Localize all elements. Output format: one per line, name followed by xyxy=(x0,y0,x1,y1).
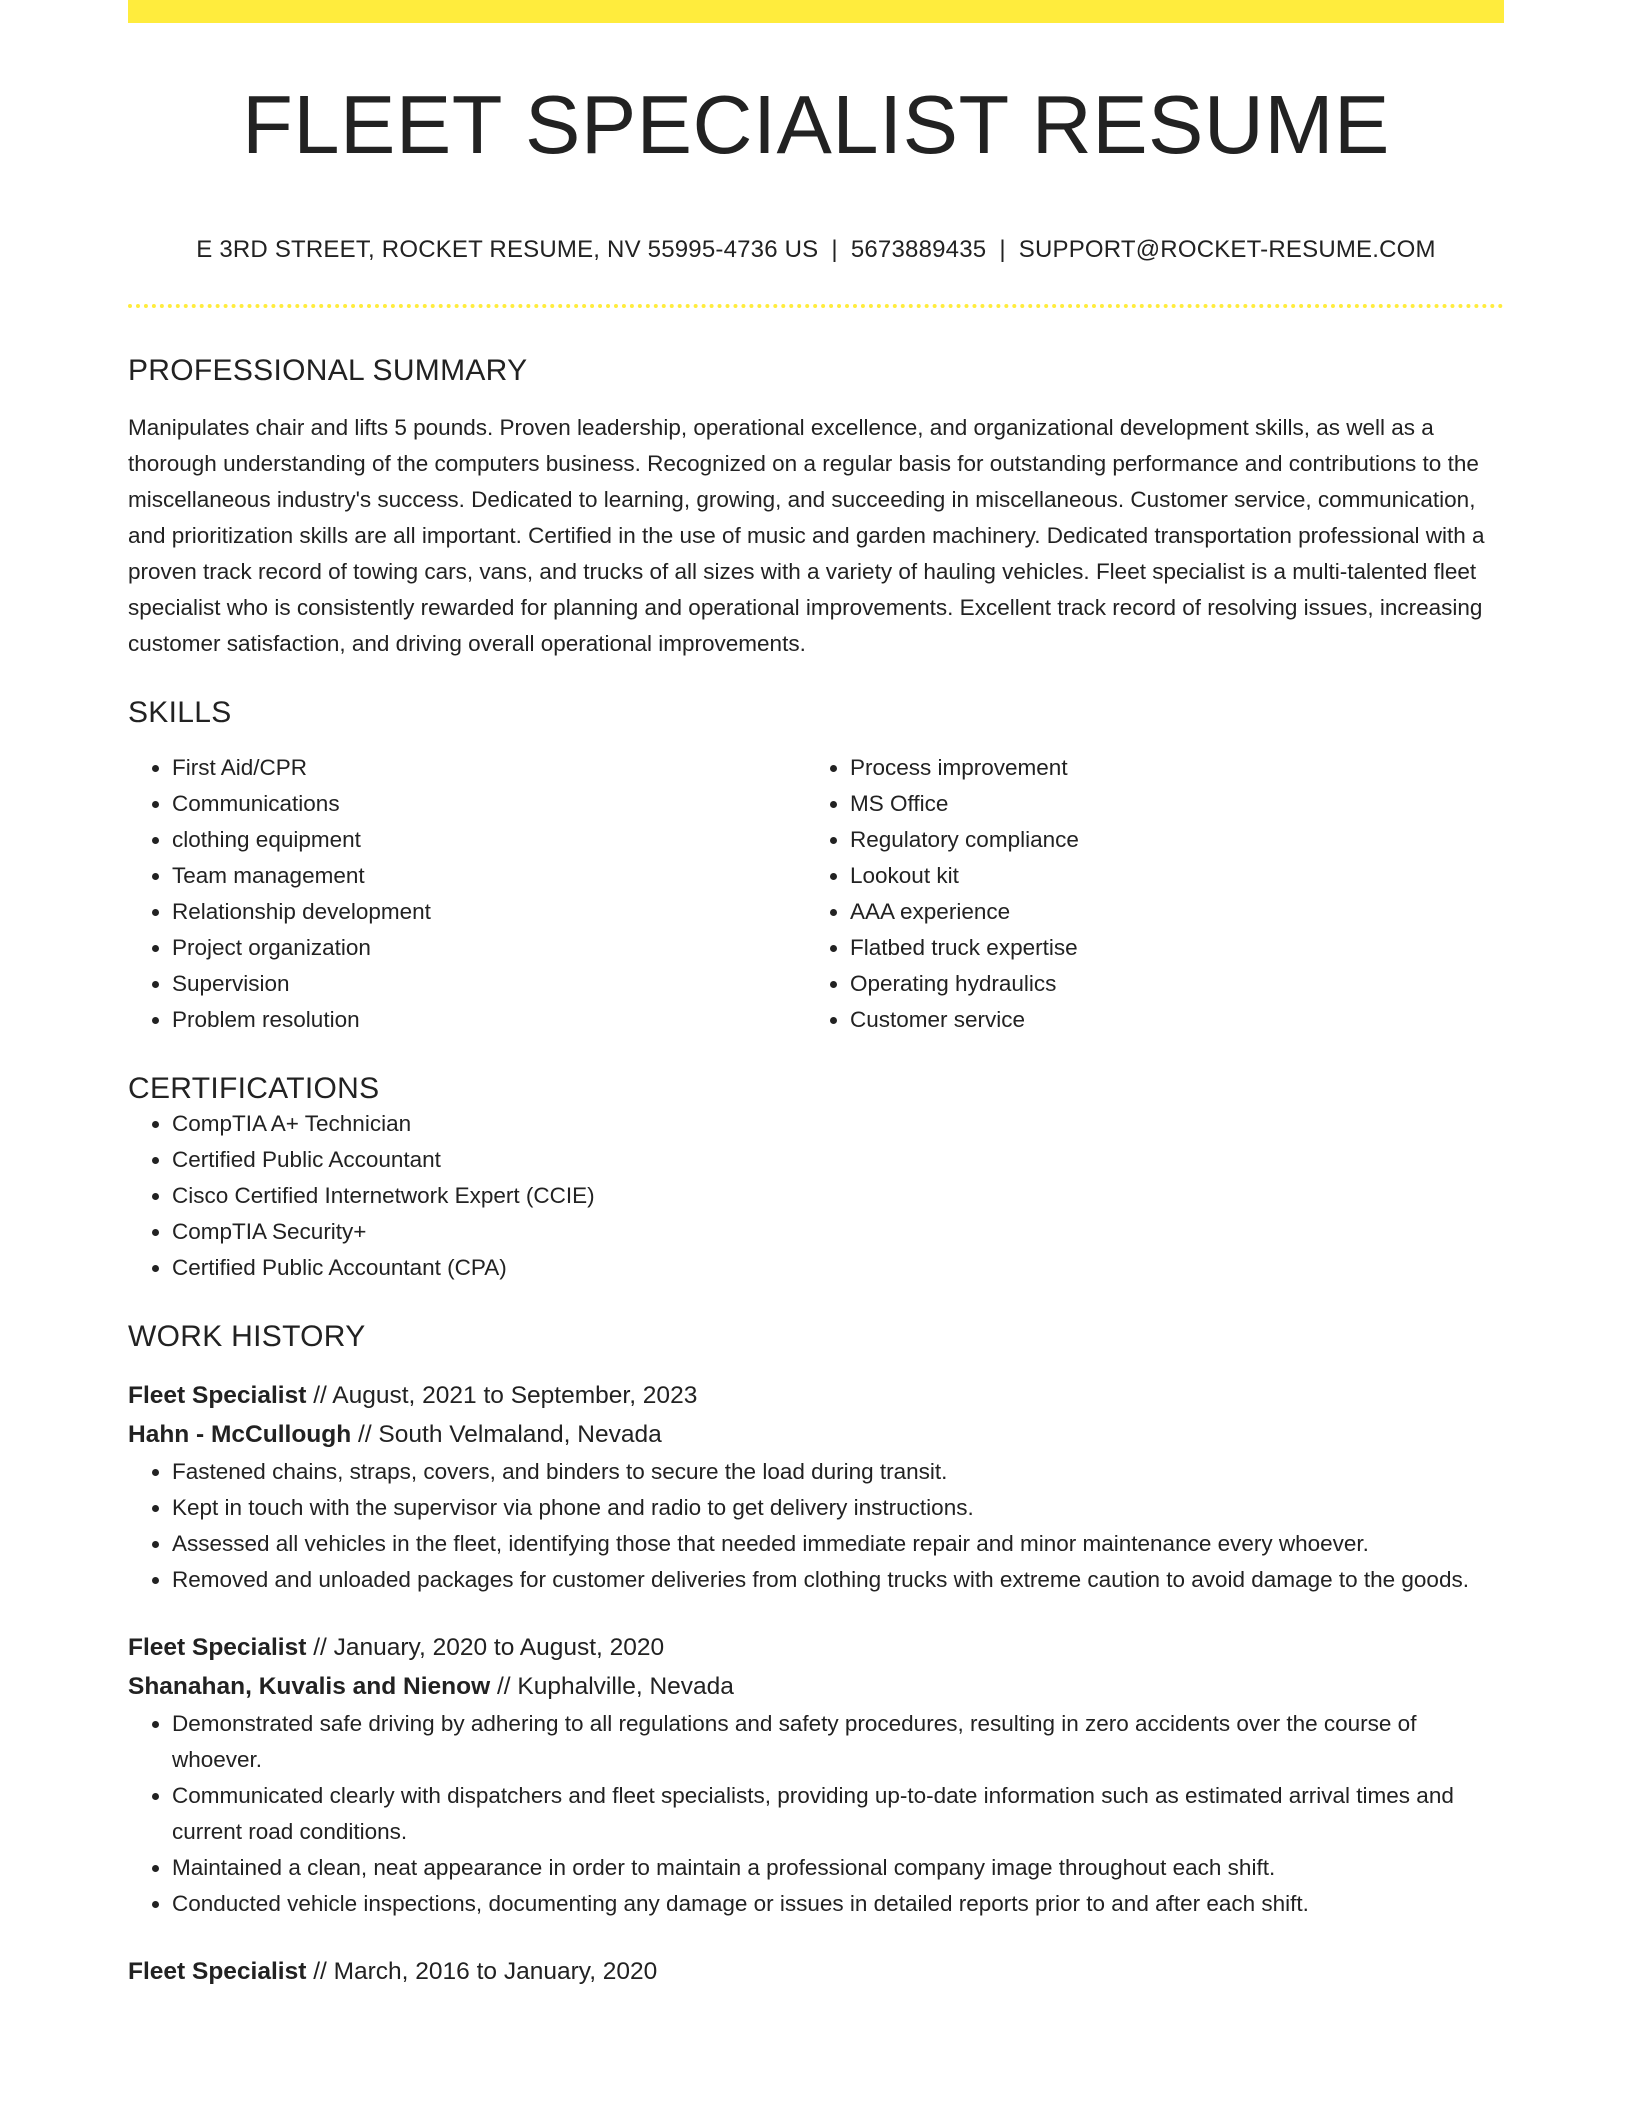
contact-address: E 3RD STREET, ROCKET RESUME, NV 55995-4736 US xyxy=(196,236,819,263)
job-bullet: • Fastened chains, straps, covers, and binders to secure the load during transit. xyxy=(172,1454,1504,1490)
skill-item: • First Aid/CPR xyxy=(172,750,806,786)
top-accent-bar xyxy=(128,0,1504,23)
job-location: // South Velmaland, Nevada xyxy=(351,1421,662,1448)
job-title-line xyxy=(128,1628,1504,1667)
work-history-heading: WORK HISTORY xyxy=(128,1320,366,1353)
certification-item: • CompTIA A+ Technician xyxy=(172,1106,1504,1142)
contact-line xyxy=(128,236,1504,264)
skill-item: • Problem resolution xyxy=(172,1002,806,1038)
skills-list-right xyxy=(806,750,1484,1038)
skill-item: • Regulatory compliance xyxy=(850,822,1484,858)
certifications-list xyxy=(128,1106,1504,1286)
job-entry xyxy=(128,1376,1504,1598)
job-company: Shanahan, Kuvalis and Nienow xyxy=(128,1673,491,1700)
skill-item: • Team management xyxy=(172,858,806,894)
job-location: // Kuphalville, Nevada xyxy=(490,1673,734,1700)
certification-item: • Certified Public Accountant xyxy=(172,1142,1504,1178)
skills-column-left xyxy=(128,750,806,1038)
job-bullet: • Removed and unloaded packages for customer deliveries from clothing trucks with extreme caution to avoid damage to the goods. xyxy=(172,1562,1504,1598)
skill-item: • Relationship development xyxy=(172,894,806,930)
job-entry xyxy=(128,1952,1504,1991)
dotted-divider xyxy=(128,304,1504,308)
job-title-line xyxy=(128,1952,1504,1991)
job-title: Fleet Specialist xyxy=(128,1958,307,1985)
job-bullet: • Communicated clearly with dispatchers and fleet specialists, providing up-to-date information such as estimated arrival times and current road conditions. xyxy=(172,1778,1504,1850)
job-bullets xyxy=(128,1454,1504,1598)
job-bullet: • Conducted vehicle inspections, documenting any damage or issues in detailed reports prior to and after each shift. xyxy=(172,1886,1504,1922)
job-dates: // January, 2020 to August, 2020 xyxy=(306,1634,665,1661)
job-bullets xyxy=(128,1706,1504,1922)
skills-column-right xyxy=(806,750,1484,1038)
job-dates: // March, 2016 to January, 2020 xyxy=(306,1958,658,1985)
skill-item: • Flatbed truck expertise xyxy=(850,930,1484,966)
skill-item: • Communications xyxy=(172,786,806,822)
job-bullet: • Kept in touch with the supervisor via phone and radio to get delivery instructions. xyxy=(172,1490,1504,1526)
skill-item: • Process improvement xyxy=(850,750,1484,786)
certification-item: • CompTIA Security+ xyxy=(172,1214,1504,1250)
job-company: Hahn - McCullough xyxy=(128,1421,352,1448)
summary-heading: PROFESSIONAL SUMMARY xyxy=(128,354,528,387)
resume-title: FLEET SPECIALIST RESUME xyxy=(242,78,1390,171)
job-company-line xyxy=(128,1415,1504,1454)
job-dates: // August, 2021 to September, 2023 xyxy=(306,1382,698,1409)
skills-grid xyxy=(128,750,1504,1038)
job-entry xyxy=(128,1628,1504,1922)
skill-item: • clothing equipment xyxy=(172,822,806,858)
skill-item: • Project organization xyxy=(172,930,806,966)
contact-separator: | xyxy=(999,236,1006,263)
certifications-heading: CERTIFICATIONS xyxy=(128,1072,380,1105)
skills-heading: SKILLS xyxy=(128,696,232,729)
job-title: Fleet Specialist xyxy=(128,1634,307,1661)
contact-email: SUPPORT@ROCKET-RESUME.COM xyxy=(1018,236,1436,263)
job-bullet: • Demonstrated safe driving by adhering to all regulations and safety procedures, resulting in zero accidents over the course of whoever. xyxy=(172,1706,1504,1778)
job-title: Fleet Specialist xyxy=(128,1382,307,1409)
skill-item: • MS Office xyxy=(850,786,1484,822)
certification-item: • Cisco Certified Internetwork Expert (CCIE) xyxy=(172,1178,1504,1214)
skill-item: • Supervision xyxy=(172,966,806,1002)
certification-item: • Certified Public Accountant (CPA) xyxy=(172,1250,1504,1286)
skills-list-left xyxy=(128,750,806,1038)
skill-item: • Lookout kit xyxy=(850,858,1484,894)
job-company-line xyxy=(128,1667,1504,1706)
job-bullet: • Maintained a clean, neat appearance in order to maintain a professional company image throughout each shift. xyxy=(172,1850,1504,1886)
job-title-line xyxy=(128,1376,1504,1415)
skill-item: • Customer service xyxy=(850,1002,1484,1038)
contact-separator: | xyxy=(831,236,838,263)
skill-item: • Operating hydraulics xyxy=(850,966,1484,1002)
summary-text: Manipulates chair and lifts 5 pounds. Proven leadership, operational excellence, and organizational development skills, as well as a thorough understanding of the computers business. Recognized on a regular basis for outstanding performance and contributions to the miscellaneous industry's success. Dedicated to learning, growing, and succeeding in miscellaneous. Customer service, communication, and prioritization skills are all important. Certified in the use of music and garden machinery. Dedicated transportation professional with a proven track record of towing cars, vans, and trucks of all sizes with a variety of hauling vehicles. Fleet specialist is a multi-talented fleet specialist who is consistently rewarded for planning and operational improvements. Excellent track record of resolving issues, increasing customer satisfaction, and driving overall operational improvements. xyxy=(128,415,1485,656)
skill-item: • AAA experience xyxy=(850,894,1484,930)
job-bullet: • Assessed all vehicles in the fleet, identifying those that needed immediate repair and minor maintenance every whoever. xyxy=(172,1526,1504,1562)
contact-phone: 5673889435 xyxy=(850,236,987,263)
resume-page xyxy=(128,0,1504,1991)
